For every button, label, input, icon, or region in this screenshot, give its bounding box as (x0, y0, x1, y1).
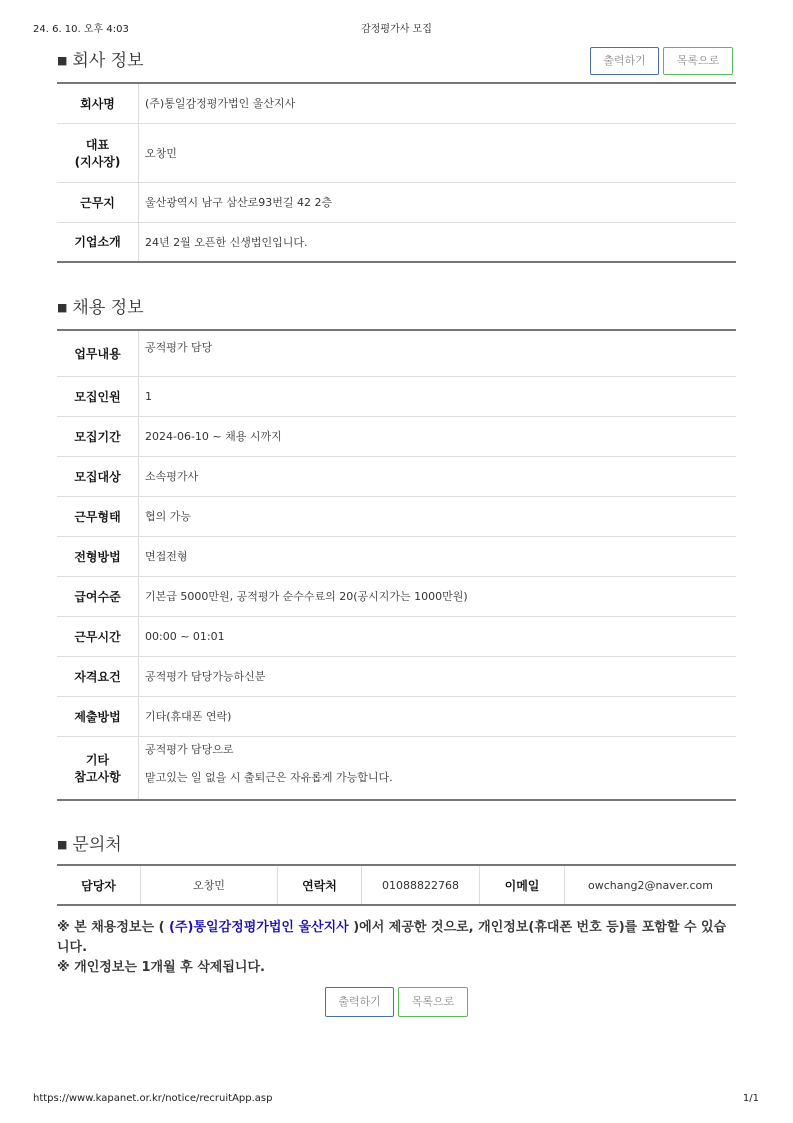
recruit-submit-value: 기타(휴대폰 연락) (139, 696, 737, 736)
notice-line1-suffix: )에서 제공한 것으로, 개인정보(휴대폰 번호 등)를 포함할 수 있습니다. (57, 920, 727, 955)
recruit-period-label: 모집기간 (57, 416, 139, 456)
recruit-period-value: 2024-06-10 ~ 채용 시까지 (139, 416, 737, 456)
company-rep-value: 오창민 (139, 123, 737, 182)
recruit-info-table (57, 329, 736, 801)
privacy-notice-line2: ※ 개인정보는 1개월 후 삭제됩니다. (57, 960, 265, 975)
print-button-bottom[interactable]: 출력하기 (325, 987, 394, 1017)
section-title-recruit-label: 채용 정보 (72, 298, 144, 318)
recruit-salary-label: 급여수준 (57, 576, 139, 616)
recruit-row-qual (57, 656, 736, 696)
recruit-etc-label (57, 736, 139, 800)
recruit-row-type (57, 496, 736, 536)
recruit-duty-label: 업무내용 (57, 330, 139, 376)
list-button-bottom[interactable]: 목록으로 (398, 987, 468, 1017)
recruit-duty-value: 공적평가 담당 (139, 330, 737, 376)
recruit-etc-label-line2: 참고사항 (74, 769, 121, 784)
recruit-count-value: 1 (139, 376, 737, 416)
privacy-notice-line1 (57, 918, 737, 958)
recruit-etc-line2: 맡고있는 일 없을 시 출퇴근은 자유롭게 가능합니다. (145, 770, 393, 784)
recruit-salary-value: 기본급 5000만원, 공적평가 순수수료의 20(공시지가는 1000만원) (139, 576, 737, 616)
recruit-hours-label: 근무시간 (57, 616, 139, 656)
contact-phone-label: 연락처 (278, 865, 362, 905)
company-info-table (57, 82, 736, 263)
recruit-row-duty (57, 330, 736, 376)
recruit-etc-label-line1: 기타 (85, 752, 110, 767)
company-row-location (57, 182, 736, 222)
square-bullet-icon: ■ (57, 838, 68, 851)
company-rep-label-line2: (지사장) (74, 154, 121, 169)
recruit-row-etc (57, 736, 736, 800)
company-intro-label: 기업소개 (57, 222, 139, 262)
recruit-qual-value: 공적평가 담당가능하신분 (139, 656, 737, 696)
recruit-row-submit (57, 696, 736, 736)
recruit-type-value: 협의 가능 (139, 496, 737, 536)
company-rep-label-line1: 대표 (85, 137, 110, 152)
print-button-top[interactable]: 출력하기 (590, 47, 659, 75)
print-header-title: 감정평가사 모집 (361, 24, 432, 35)
contact-person-label: 담당자 (57, 865, 141, 905)
contact-row (57, 865, 736, 905)
recruit-row-count (57, 376, 736, 416)
recruit-etc-value (139, 736, 737, 800)
recruit-row-salary (57, 576, 736, 616)
contact-table (57, 864, 736, 906)
recruit-etc-line1: 공적평가 담당으로 (145, 742, 234, 756)
company-row-rep (57, 123, 736, 182)
company-location-value: 울산광역시 남구 삼산로93번길 42 2층 (139, 182, 737, 222)
recruit-row-target (57, 456, 736, 496)
company-row-name (57, 83, 736, 123)
company-intro-value: 24년 2월 오픈한 신생법인입니다. (145, 235, 308, 249)
recruit-method-label: 전형방법 (57, 536, 139, 576)
recruit-row-hours (57, 616, 736, 656)
recruit-method-value: 면접전형 (139, 536, 737, 576)
recruit-count-label: 모집인원 (57, 376, 139, 416)
section-title-contact-label: 문의처 (72, 835, 122, 855)
recruit-qual-label: 자격요건 (57, 656, 139, 696)
privacy-notice (57, 918, 737, 978)
print-header-datetime: 24. 6. 10. 오후 4:03 (33, 24, 129, 35)
section-title-company-label: 회사 정보 (72, 51, 144, 71)
section-title-contact (57, 830, 122, 855)
recruit-submit-label: 제출방법 (57, 696, 139, 736)
contact-person-value: 오창민 (141, 865, 278, 905)
company-location-label: 근무지 (57, 182, 139, 222)
notice-company-name: (주)통일감정평가법인 울산지사 (169, 920, 349, 935)
print-footer-url: https://www.kapanet.or.kr/notice/recruitApp.asp (33, 1093, 273, 1104)
recruit-row-period (57, 416, 736, 456)
recruit-target-value: 소속평가사 (139, 456, 737, 496)
contact-email-label: 이메일 (480, 865, 565, 905)
recruit-row-method (57, 536, 736, 576)
list-button-top[interactable]: 목록으로 (663, 47, 733, 75)
recruit-type-label: 근무형태 (57, 496, 139, 536)
recruit-target-label: 모집대상 (57, 456, 139, 496)
print-footer-page: 1/1 (742, 1093, 759, 1104)
company-rep-label (57, 123, 139, 182)
section-title-recruit (57, 293, 144, 318)
company-row-intro (57, 222, 736, 262)
square-bullet-icon: ■ (57, 301, 68, 314)
contact-phone-value: 01088822768 (362, 865, 480, 905)
section-title-company (57, 46, 144, 71)
company-name-value: (주)통일감정평가법인 울산지사 (139, 83, 737, 123)
contact-email-value: owchang2@naver.com (588, 878, 713, 892)
company-name-label: 회사명 (57, 83, 139, 123)
recruit-hours-value: 00:00 ~ 01:01 (139, 616, 737, 656)
notice-line1-prefix: ※ 본 채용정보는 ( (57, 920, 170, 935)
square-bullet-icon: ■ (57, 54, 68, 67)
